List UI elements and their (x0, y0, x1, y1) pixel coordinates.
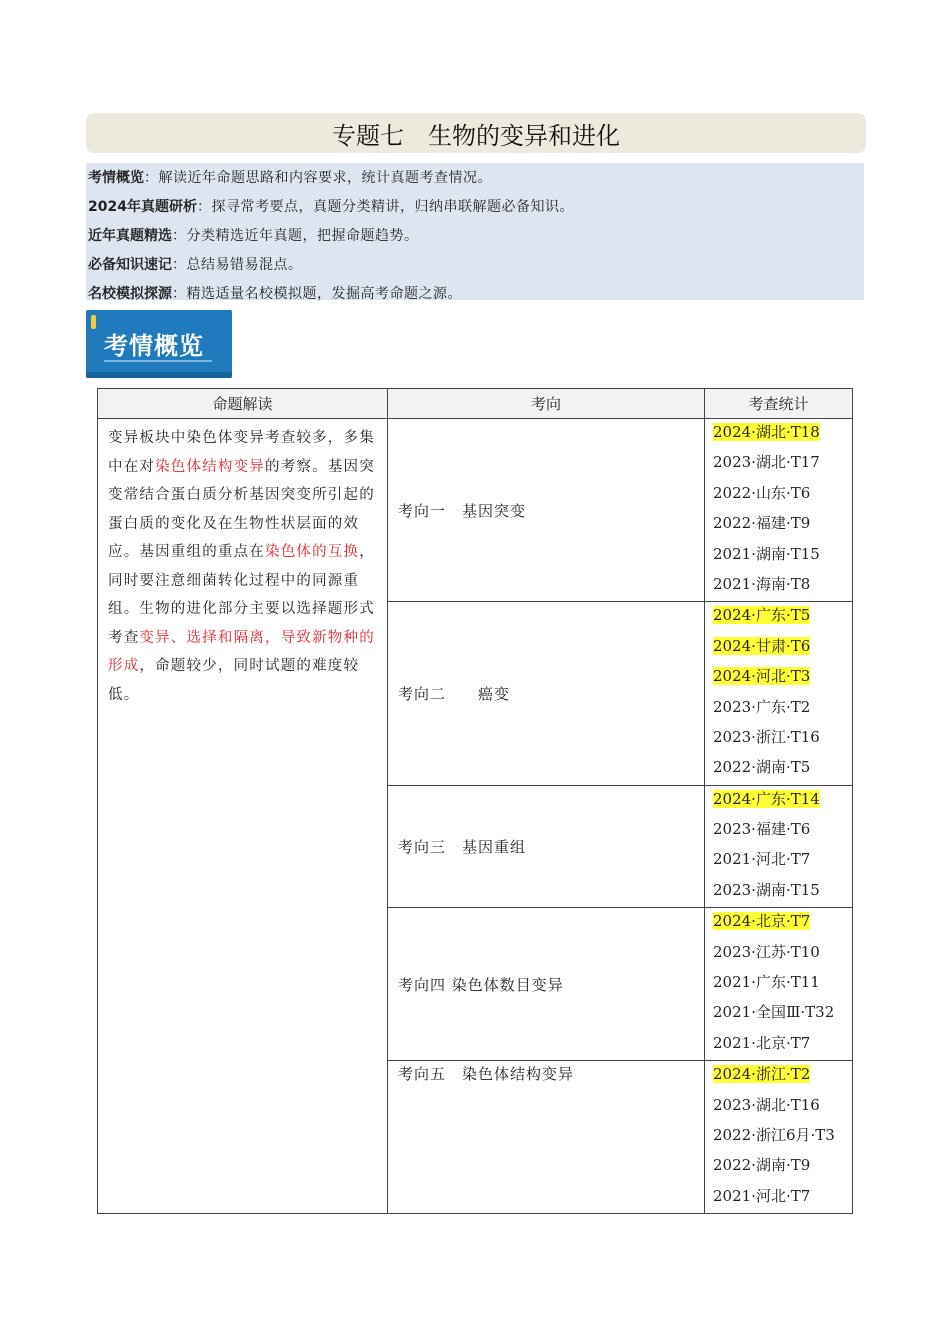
stat-item (713, 754, 852, 784)
badge-accent-bar (91, 315, 96, 329)
stat-item (713, 877, 852, 907)
header-statistics: 考查统计 (705, 389, 853, 419)
stat-text: 2022·山东·T6 (713, 483, 811, 502)
stat-text: 2021·河北·T7 (713, 1186, 811, 1205)
direction-cell: 考向五 染色体结构变异 (388, 1061, 705, 1214)
highlighted-keyword: 染色体结构变异 (155, 458, 266, 475)
stat-item (713, 1061, 852, 1091)
direction-cell: 考向三 基因重组 (388, 785, 705, 908)
stat-text: 2023·湖南·T15 (713, 880, 820, 899)
stat-text: 2022·湖南·T9 (713, 1156, 811, 1175)
intro-text: ：精选适量名校模拟题，发掘高考命题之源。 (172, 286, 462, 302)
intro-label: 2024年真题研析 (88, 199, 197, 215)
stat-item (713, 480, 852, 510)
stat-item (713, 846, 852, 876)
highlighted-stat-text: 2024·广东·T5 (713, 606, 811, 625)
stat-item (713, 816, 852, 846)
highlighted-keyword: 染色体的互换 (265, 544, 360, 560)
intro-line (88, 283, 462, 303)
exam-overview-table (97, 388, 853, 1214)
stat-text: 2021·全国Ⅲ·T32 (713, 1003, 835, 1022)
stat-item (713, 449, 852, 479)
stat-item (713, 510, 852, 540)
statistics-cell (705, 602, 853, 785)
section-badge (86, 310, 232, 378)
page-title-bar (86, 113, 866, 153)
highlighted-stat-text: 2024·浙江·T2 (713, 1065, 811, 1084)
stat-text: 2023·浙江·T16 (713, 727, 820, 746)
interpretation-cell (98, 419, 388, 1214)
stat-item (713, 908, 852, 938)
highlighted-stat-text: 2024·北京·T7 (713, 912, 811, 931)
statistics-cell (705, 785, 853, 908)
stat-item (713, 724, 852, 754)
stat-text: 2023·广东·T2 (713, 697, 811, 716)
header-direction: 考向 (388, 389, 705, 419)
stat-text: 2021·北京·T7 (713, 1033, 811, 1052)
highlighted-stat-text: 2024·河北·T3 (713, 667, 811, 686)
stat-item (713, 939, 852, 969)
stat-item (713, 1122, 852, 1152)
stat-text: 2021·海南·T8 (713, 574, 811, 593)
stat-text: 2023·湖北·T16 (713, 1095, 820, 1114)
page-title: 专题七 生物的变异和进化 (332, 121, 620, 150)
stat-text: 2023·福建·T6 (713, 820, 811, 839)
stat-text: 2022·浙江6月·T3 (713, 1125, 835, 1144)
statistics-cell (705, 419, 853, 602)
stat-item (713, 1152, 852, 1182)
direction-cell: 考向一 基因突变 (388, 419, 705, 602)
stat-item (713, 1030, 852, 1060)
intro-line (88, 254, 303, 274)
stat-text: 2023·江苏·T10 (713, 942, 820, 961)
stat-text: 2022·福建·T9 (713, 514, 811, 533)
stat-item (713, 663, 852, 693)
stat-item (713, 602, 852, 632)
intro-line (88, 225, 419, 245)
stat-item (713, 694, 852, 724)
intro-text: ：分类精选近年真题，把握命题趋势。 (172, 228, 419, 244)
highlighted-keyword: 变异、选择和隔离，导致新物种的形成 (108, 629, 375, 674)
stat-item (713, 999, 852, 1029)
stat-item (713, 969, 852, 999)
intro-label: 考情概览 (88, 170, 144, 186)
stat-text: 2023·湖北·T17 (713, 453, 820, 472)
badge-underline (104, 360, 212, 362)
highlighted-stat-text: 2024·湖北·T18 (713, 423, 820, 441)
intro-line (88, 196, 574, 216)
description-text: ，同时要注意细菌转化过程中的同源重组。生物的进化部分主要以选择题形式考查 (108, 544, 375, 646)
stat-item (713, 786, 852, 816)
table-header-row (98, 389, 853, 419)
table-row (98, 419, 853, 602)
stat-item (713, 419, 852, 449)
intro-label: 必备知识速记 (88, 257, 172, 273)
direction-cell: 考向二 癌变 (388, 602, 705, 785)
statistics-cell (705, 1061, 853, 1214)
stat-item (713, 633, 852, 663)
statistics-cell (705, 908, 853, 1061)
intro-text: ：解读近年命题思路和内容要求，统计真题考查情况。 (144, 170, 492, 186)
highlighted-stat-text: 2024·甘肃·T6 (713, 636, 811, 655)
highlighted-stat-text: 2024·广东·T14 (713, 789, 820, 808)
stat-text: 2021·河北·T7 (713, 850, 811, 869)
intro-text: ：探寻常考要点，真题分类精讲，归纳串联解题必备知识。 (196, 199, 574, 215)
direction-cell: 考向四 染色体数目变异 (388, 908, 705, 1061)
intro-label: 近年真题精选 (88, 228, 172, 244)
stat-item (713, 571, 852, 601)
intro-line (88, 167, 492, 187)
stat-text: 2022·湖南·T5 (713, 758, 811, 777)
intro-panel (86, 163, 864, 300)
stat-item (713, 1092, 852, 1122)
stat-item (713, 541, 852, 571)
intro-label: 名校模拟探源 (88, 286, 172, 302)
stat-text: 2021·广东·T11 (713, 973, 820, 992)
description-text: ，命题较少，同时试题的难度较低。 (108, 658, 360, 703)
section-badge-label: 考情概览 (104, 332, 204, 360)
description-text: 的考察。基因突变常结合蛋白质分析基因突变所引起的蛋白质的变化及在生物性状层面的效应。基因重组的重点在 (108, 458, 375, 560)
description-text: 变异板块中染色体变异考查较多，多集中在对 (108, 430, 375, 475)
intro-text: ：总结易错易混点。 (172, 257, 303, 273)
stat-text: 2021·湖南·T15 (713, 544, 820, 563)
stat-item (713, 1183, 852, 1213)
header-interpretation: 命题解读 (98, 389, 388, 419)
